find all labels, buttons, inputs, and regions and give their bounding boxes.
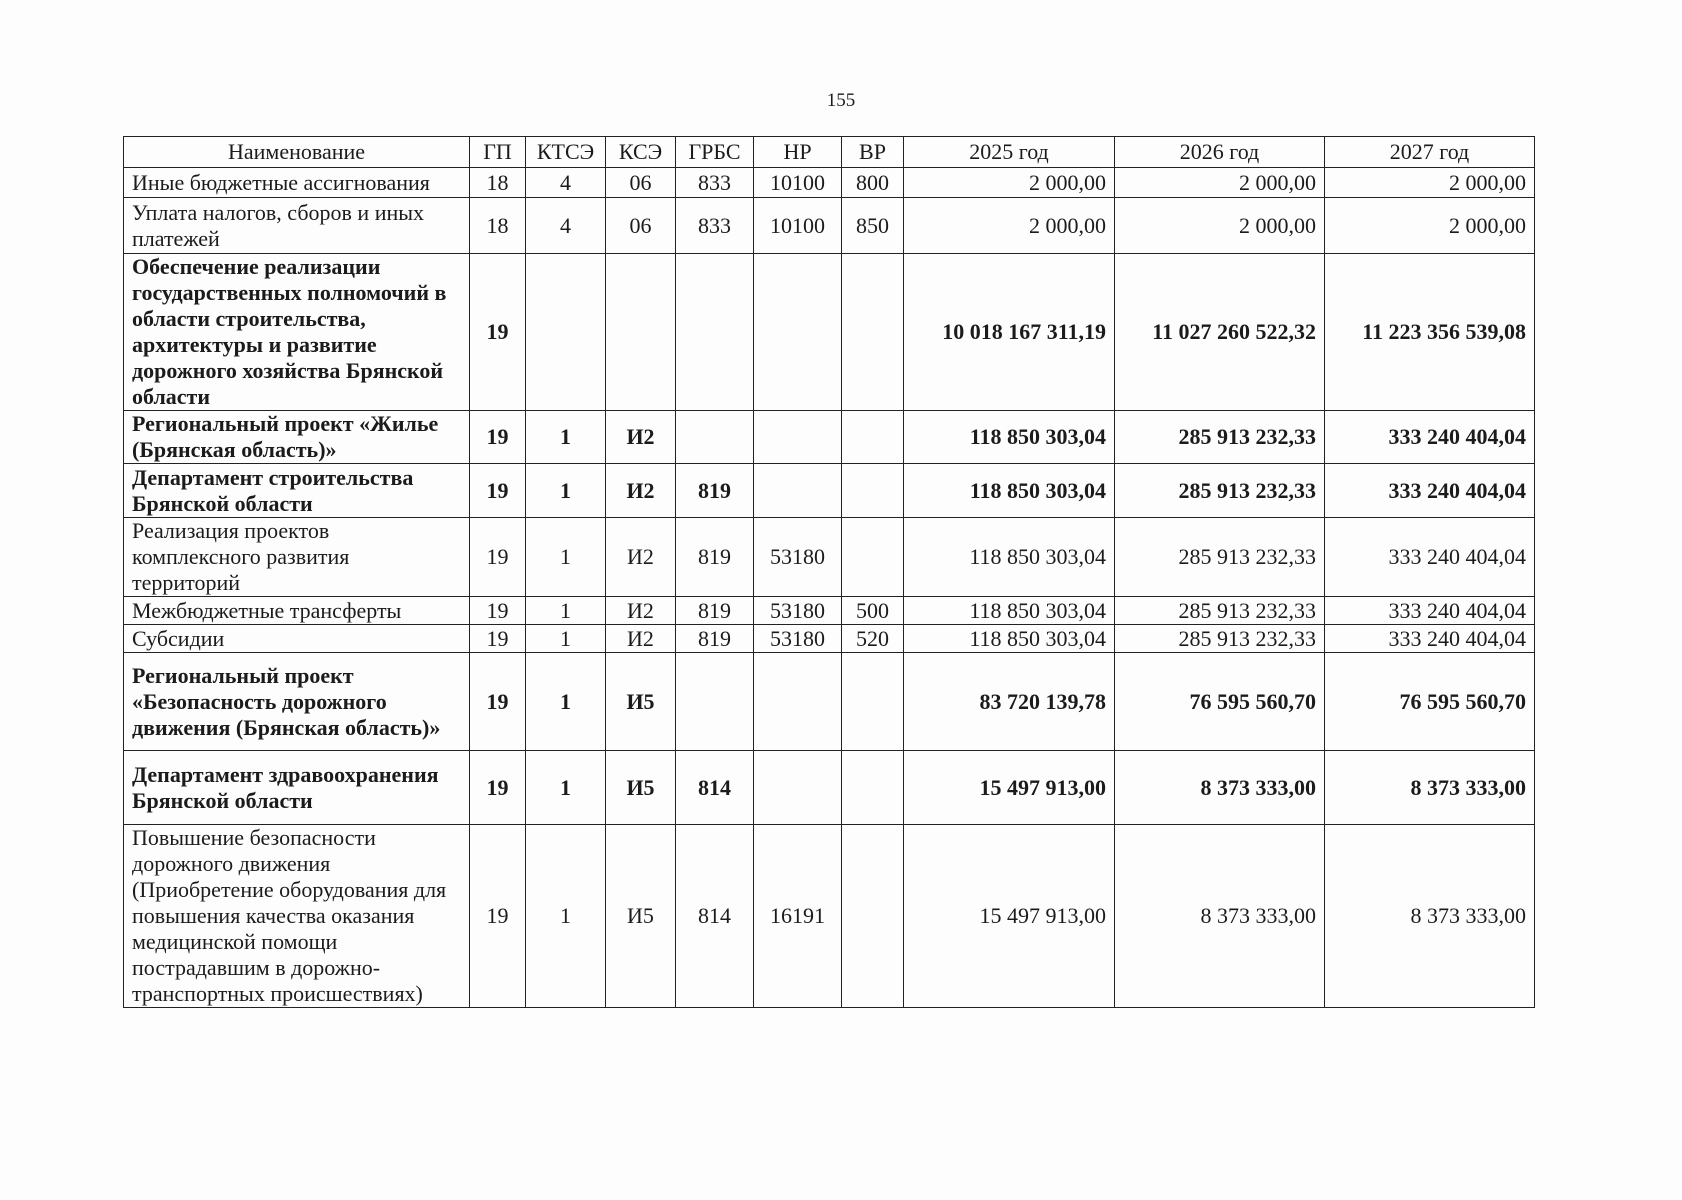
cell-2025: 118 850 303,04 <box>904 464 1115 518</box>
cell-gp: 19 <box>470 597 526 625</box>
cell-name: Повышение безопасности дорожного движения (Приобретение оборудования для повышения качества оказания медицинской помощи пострадавшим в дорожно-транспортных происшествиях) <box>124 825 470 1008</box>
cell-2026: 2 000,00 <box>1115 168 1325 198</box>
cell-nr: 53180 <box>754 625 842 653</box>
cell-gp: 19 <box>470 751 526 825</box>
cell-name: Региональный проект «Жилье (Брянская область)» <box>124 411 470 464</box>
cell-gp: 19 <box>470 411 526 464</box>
cell-nr <box>754 411 842 464</box>
cell-2026: 285 913 232,33 <box>1115 411 1325 464</box>
cell-name: Субсидии <box>124 625 470 653</box>
cell-vr: 520 <box>842 625 904 653</box>
cell-2027: 8 373 333,00 <box>1325 751 1535 825</box>
cell-vr <box>842 751 904 825</box>
table-row <box>124 653 1535 751</box>
cell-2026: 8 373 333,00 <box>1115 751 1325 825</box>
cell-2027: 2 000,00 <box>1325 168 1535 198</box>
table-header-row <box>124 137 1535 168</box>
table-body <box>124 168 1535 1008</box>
cell-2027: 333 240 404,04 <box>1325 597 1535 625</box>
cell-nr <box>754 464 842 518</box>
cell-kse: И2 <box>606 411 676 464</box>
cell-vr <box>842 825 904 1008</box>
cell-2025: 118 850 303,04 <box>904 625 1115 653</box>
cell-2025: 83 720 139,78 <box>904 653 1115 751</box>
cell-grbs: 819 <box>676 597 754 625</box>
cell-name: Реализация проектов комплексного развития территорий <box>124 518 470 597</box>
cell-kse: 06 <box>606 198 676 254</box>
cell-ktse: 4 <box>526 198 606 254</box>
cell-nr: 16191 <box>754 825 842 1008</box>
cell-vr <box>842 411 904 464</box>
cell-2025: 118 850 303,04 <box>904 411 1115 464</box>
header-grbs: ГРБС <box>676 137 754 168</box>
cell-2026: 8 373 333,00 <box>1115 825 1325 1008</box>
cell-nr <box>754 653 842 751</box>
cell-vr <box>842 254 904 411</box>
cell-name: Межбюджетные трансферты <box>124 597 470 625</box>
cell-vr <box>842 653 904 751</box>
cell-grbs <box>676 411 754 464</box>
cell-nr <box>754 751 842 825</box>
cell-2025: 15 497 913,00 <box>904 751 1115 825</box>
header-2027: 2027 год <box>1325 137 1535 168</box>
cell-kse <box>606 254 676 411</box>
cell-2025: 10 018 167 311,19 <box>904 254 1115 411</box>
table-row <box>124 464 1535 518</box>
table-row <box>124 597 1535 625</box>
cell-grbs: 814 <box>676 751 754 825</box>
cell-2025: 2 000,00 <box>904 198 1115 254</box>
cell-ktse: 1 <box>526 411 606 464</box>
cell-ktse: 1 <box>526 518 606 597</box>
cell-nr: 10100 <box>754 168 842 198</box>
cell-kse: И2 <box>606 518 676 597</box>
cell-vr: 800 <box>842 168 904 198</box>
table-row <box>124 625 1535 653</box>
cell-ktse: 1 <box>526 653 606 751</box>
cell-ktse <box>526 254 606 411</box>
table-row <box>124 254 1535 411</box>
cell-name: Обеспечение реализации государственных полномочий в области строительства, архитектуры и развитие дорожного хозяйства Брянской области <box>124 254 470 411</box>
cell-2027: 333 240 404,04 <box>1325 411 1535 464</box>
cell-name: Региональный проект «Безопасность дорожного движения (Брянская область)» <box>124 653 470 751</box>
cell-2025: 15 497 913,00 <box>904 825 1115 1008</box>
cell-nr <box>754 254 842 411</box>
cell-2026: 285 913 232,33 <box>1115 518 1325 597</box>
cell-grbs: 814 <box>676 825 754 1008</box>
cell-nr: 53180 <box>754 597 842 625</box>
cell-2025: 118 850 303,04 <box>904 597 1115 625</box>
cell-kse: И2 <box>606 625 676 653</box>
cell-2027: 333 240 404,04 <box>1325 464 1535 518</box>
cell-2026: 285 913 232,33 <box>1115 464 1325 518</box>
cell-ktse: 1 <box>526 825 606 1008</box>
header-2025: 2025 год <box>904 137 1115 168</box>
cell-vr <box>842 464 904 518</box>
cell-2027: 333 240 404,04 <box>1325 518 1535 597</box>
cell-gp: 18 <box>470 168 526 198</box>
cell-name: Иные бюджетные ассигнования <box>124 168 470 198</box>
header-kse: КСЭ <box>606 137 676 168</box>
cell-grbs <box>676 254 754 411</box>
table-row <box>124 825 1535 1008</box>
cell-grbs: 819 <box>676 518 754 597</box>
cell-2025: 118 850 303,04 <box>904 518 1115 597</box>
cell-grbs: 819 <box>676 464 754 518</box>
cell-gp: 19 <box>470 625 526 653</box>
cell-2026: 76 595 560,70 <box>1115 653 1325 751</box>
cell-kse: 06 <box>606 168 676 198</box>
cell-ktse: 4 <box>526 168 606 198</box>
cell-2027: 333 240 404,04 <box>1325 625 1535 653</box>
cell-ktse: 1 <box>526 597 606 625</box>
header-nr: НР <box>754 137 842 168</box>
header-name: Наименование <box>124 137 470 168</box>
page-number: 155 <box>826 90 856 111</box>
cell-gp: 18 <box>470 198 526 254</box>
cell-ktse: 1 <box>526 751 606 825</box>
cell-kse: И2 <box>606 597 676 625</box>
cell-kse: И5 <box>606 825 676 1008</box>
cell-2026: 285 913 232,33 <box>1115 625 1325 653</box>
cell-gp: 19 <box>470 518 526 597</box>
cell-nr: 53180 <box>754 518 842 597</box>
cell-gp: 19 <box>470 464 526 518</box>
cell-2026: 2 000,00 <box>1115 198 1325 254</box>
cell-grbs: 819 <box>676 625 754 653</box>
cell-2027: 76 595 560,70 <box>1325 653 1535 751</box>
cell-name: Департамент строительства Брянской области <box>124 464 470 518</box>
cell-grbs <box>676 653 754 751</box>
cell-2027: 2 000,00 <box>1325 198 1535 254</box>
cell-2025: 2 000,00 <box>904 168 1115 198</box>
cell-2026: 285 913 232,33 <box>1115 597 1325 625</box>
table-row <box>124 411 1535 464</box>
cell-name: Уплата налогов, сборов и иных платежей <box>124 198 470 254</box>
cell-grbs: 833 <box>676 198 754 254</box>
budget-table <box>123 136 1535 1008</box>
cell-ktse: 1 <box>526 625 606 653</box>
cell-2027: 11 223 356 539,08 <box>1325 254 1535 411</box>
table-row <box>124 751 1535 825</box>
table-row <box>124 518 1535 597</box>
cell-nr: 10100 <box>754 198 842 254</box>
cell-kse: И5 <box>606 751 676 825</box>
cell-kse: И5 <box>606 653 676 751</box>
cell-gp: 19 <box>470 653 526 751</box>
cell-grbs: 833 <box>676 168 754 198</box>
cell-name: Департамент здравоохранения Брянской области <box>124 751 470 825</box>
header-gp: ГП <box>470 137 526 168</box>
cell-kse: И2 <box>606 464 676 518</box>
cell-2026: 11 027 260 522,32 <box>1115 254 1325 411</box>
cell-2027: 8 373 333,00 <box>1325 825 1535 1008</box>
cell-vr: 500 <box>842 597 904 625</box>
cell-vr: 850 <box>842 198 904 254</box>
header-2026: 2026 год <box>1115 137 1325 168</box>
header-ktse: КТСЭ <box>526 137 606 168</box>
cell-gp: 19 <box>470 254 526 411</box>
header-vr: ВР <box>842 137 904 168</box>
cell-ktse: 1 <box>526 464 606 518</box>
table-row <box>124 198 1535 254</box>
cell-gp: 19 <box>470 825 526 1008</box>
table-row <box>124 168 1535 198</box>
cell-vr <box>842 518 904 597</box>
